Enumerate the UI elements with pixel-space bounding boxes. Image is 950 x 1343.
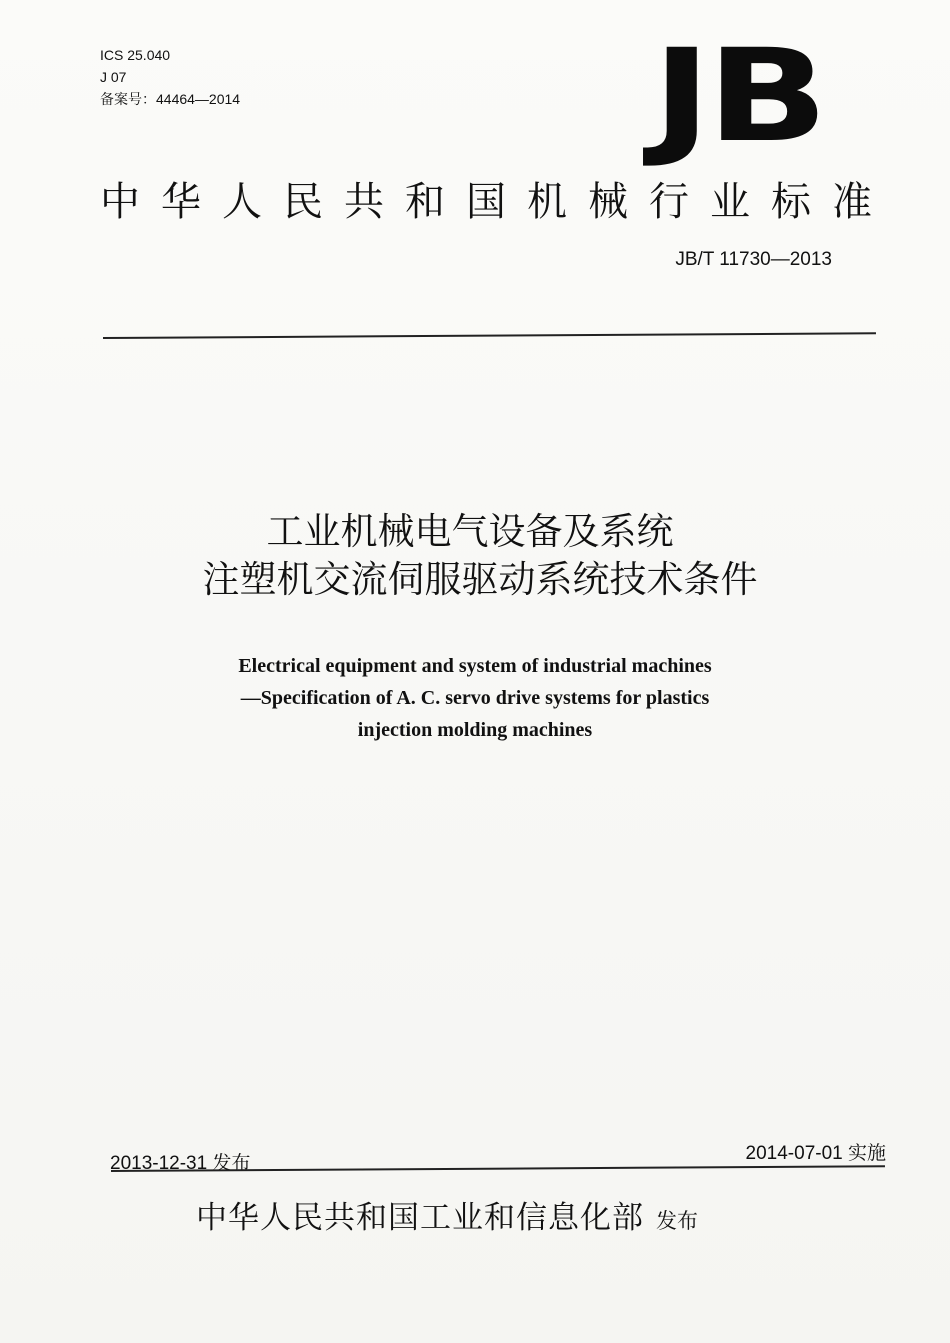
issuer-name: 中华人民共和国工业和信息化部 [196,1200,644,1236]
top-divider [103,332,876,339]
english-title-line-1: Electrical equipment and system of industrial machines [238,655,712,677]
english-title-line-2: —Specification of A. C. servo drive systems for plastics [240,687,710,709]
chinese-title-line-2: 注塑机交流伺服驱动系统技术条件 [202,558,758,601]
ccs-code: J 07 [100,69,127,85]
chinese-title [0,508,950,604]
publish-date: 2013-12-31 发布 [110,1153,251,1174]
record-number: 备案号：44464—2014 [100,91,241,107]
english-title-line-3: injection molding machines [357,719,593,741]
jb-logo: JB [652,22,824,171]
ics-code: ICS 25.040 [100,47,171,63]
chinese-title-line-1: 工业机械电气设备及系统 [266,510,674,553]
standard-number: JB/T 11730—2013 [675,249,832,270]
standard-category: 中华人民共和国机械行业标准 [100,179,893,225]
classification-block [100,44,240,110]
english-title [0,650,950,746]
issuing-authority [196,1192,698,1237]
issuer-suffix: 发布 [656,1209,698,1233]
implement-date: 2014-07-01 实施 [745,1143,886,1164]
